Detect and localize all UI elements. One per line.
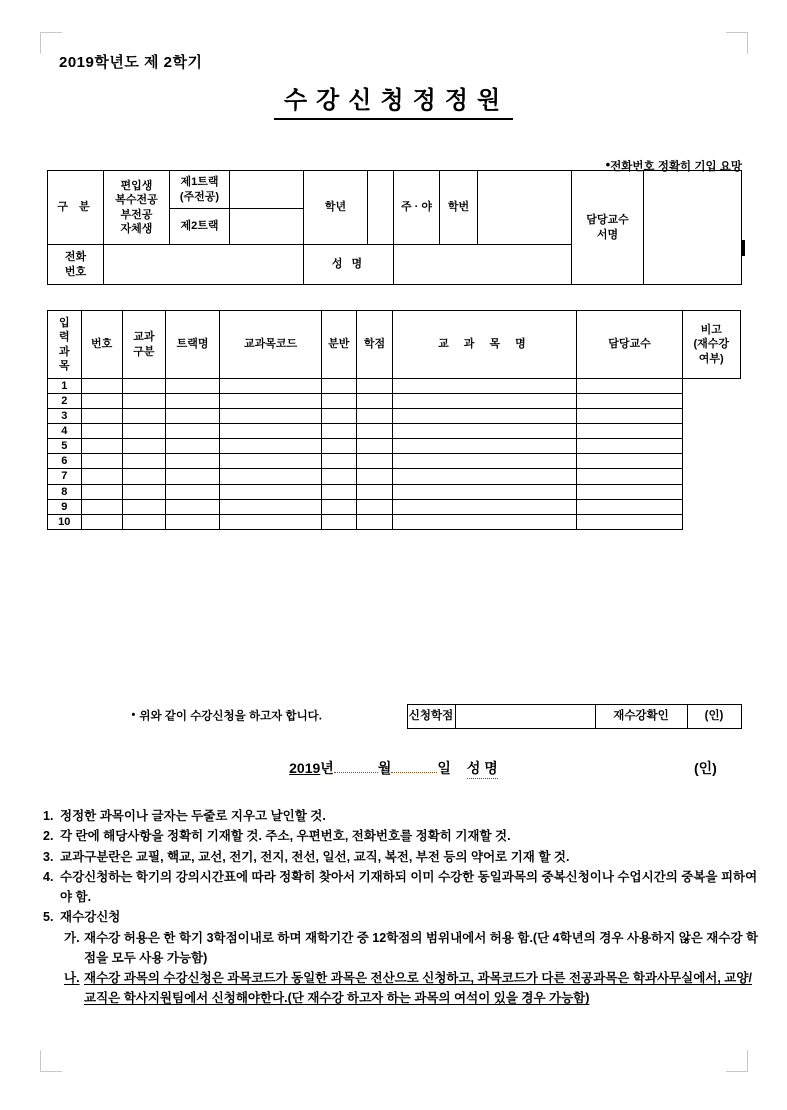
phone-notice-text: 전화번호 정확히 기입 요망 — [610, 161, 742, 173]
cell-gubun[interactable] — [81, 514, 122, 529]
semester-label: 2019학년도 제 2학기 — [59, 54, 203, 71]
cell-note[interactable] — [577, 379, 682, 394]
cell-name[interactable] — [356, 454, 393, 469]
professor-sign-label-line-2: 서명 — [596, 228, 619, 241]
cell-name[interactable] — [356, 379, 393, 394]
corner-mark-bottom-right — [726, 1050, 748, 1072]
track1-label — [170, 171, 230, 209]
row-number: 1 — [48, 379, 82, 394]
right-edge-tick-mark — [742, 240, 745, 256]
table-row — [48, 379, 741, 394]
row-number: 4 — [48, 424, 82, 439]
cell-code[interactable] — [166, 424, 220, 439]
cell-gubun[interactable] — [81, 484, 122, 499]
column-header-course-name: 교 과 목 명 — [393, 311, 577, 379]
cell-professor[interactable] — [393, 454, 577, 469]
column-header-category-line-2: 구분 — [133, 345, 155, 358]
retake-seal-label: (인) — [687, 705, 741, 729]
retake-confirm-label: 재수강확인 — [595, 705, 687, 729]
cell-name[interactable] — [356, 499, 393, 514]
date-year: 2019 — [289, 760, 321, 776]
cell-gubun[interactable] — [81, 394, 122, 409]
column-header-track: 트랙명 — [166, 311, 220, 379]
column-header-note-line-3: 여부) — [698, 352, 724, 365]
gubun-label: 구 분 — [48, 171, 104, 245]
cell-gubun[interactable] — [81, 439, 122, 454]
cell-track[interactable] — [122, 454, 165, 469]
grade-label: 학년 — [304, 171, 368, 245]
subnote-item — [64, 968, 763, 1009]
cell-note[interactable] — [577, 454, 682, 469]
note-text: 수강신청하는 학기의 강의시간표에 따라 정확히 찾아서 기재하되 이미 수강한 동일과목의 중복신청이나 수업시간의 중복을 피하여야 함. — [60, 869, 758, 904]
student-no-value-field[interactable] — [478, 171, 572, 245]
column-header-professor: 담당교수 — [577, 311, 682, 379]
student-info-table — [47, 170, 742, 285]
subnote-item — [64, 928, 763, 969]
date-month-blank[interactable] — [334, 772, 378, 773]
table-row — [48, 409, 741, 424]
row-number: 2 — [48, 394, 82, 409]
side-label-char-4: 목 — [58, 359, 70, 372]
cell-code[interactable] — [166, 469, 220, 484]
cell-track[interactable] — [122, 439, 165, 454]
table-row — [48, 454, 741, 469]
cell-professor[interactable] — [393, 484, 577, 499]
subnote-text: 재수강 허용은 한 학기 3학점이내로 하며 재학기간 중 12학점의 범위내에서 허용 함.(단 4학년의 경우 사용하지 않은 재수강 학점을 모두 사용 가능함) — [84, 930, 759, 965]
page-title-text: 수강신청정정원 — [274, 80, 513, 120]
applied-credits-value-field[interactable] — [455, 705, 595, 729]
cell-gubun[interactable] — [81, 454, 122, 469]
cell-track[interactable] — [122, 409, 165, 424]
table-row — [48, 499, 741, 514]
cell-name[interactable] — [356, 484, 393, 499]
declaration-statement — [47, 705, 407, 729]
cell-name[interactable] — [356, 439, 393, 454]
cell-section[interactable] — [220, 499, 322, 514]
grade-value-field[interactable] — [368, 171, 394, 245]
student-type-line-2: 복수전공 — [115, 194, 158, 207]
cell-note[interactable] — [577, 409, 682, 424]
track2-value-field[interactable] — [230, 209, 304, 245]
note-number: 3. — [43, 849, 54, 864]
date-month-unit: 월 — [377, 760, 392, 776]
side-label-input-course — [48, 311, 82, 379]
table-row — [48, 514, 741, 529]
cell-section[interactable] — [220, 439, 322, 454]
cell-note[interactable] — [577, 484, 682, 499]
cell-note[interactable] — [577, 394, 682, 409]
corner-mark-top-right — [726, 32, 748, 54]
cell-track[interactable] — [122, 484, 165, 499]
subnote-number: 나. — [64, 971, 80, 985]
name-value-field[interactable] — [394, 245, 572, 285]
cell-credit[interactable] — [321, 484, 356, 499]
cell-professor[interactable] — [393, 394, 577, 409]
column-header-category-line-1: 교과 — [133, 331, 155, 344]
cell-section[interactable] — [220, 424, 322, 439]
note-item — [43, 826, 763, 846]
date-signature-line — [0, 758, 787, 779]
table-row — [48, 469, 741, 484]
row-number: 3 — [48, 409, 82, 424]
side-label-char-3: 과 — [58, 345, 70, 358]
cell-track[interactable] — [122, 514, 165, 529]
cell-gubun[interactable] — [81, 409, 122, 424]
name-label: 성 명 — [304, 245, 394, 285]
tel-value-field[interactable] — [104, 245, 304, 285]
subnote-number: 가. — [64, 930, 80, 945]
tel-label-line-1: 전화 — [64, 251, 87, 264]
column-header-no: 번호 — [81, 311, 122, 379]
bullet-icon: • — [605, 157, 611, 172]
declaration-table — [47, 704, 742, 729]
cell-note[interactable] — [577, 424, 682, 439]
cell-code[interactable] — [166, 454, 220, 469]
cell-credit[interactable] — [321, 439, 356, 454]
row-number: 9 — [48, 499, 82, 514]
cell-track[interactable] — [122, 424, 165, 439]
note-number: 2. — [43, 829, 54, 844]
cell-credit[interactable] — [321, 514, 356, 529]
column-header-note-line-1: 비고 — [700, 324, 722, 337]
column-header-section: 분반 — [321, 311, 356, 379]
course-entry-table — [47, 310, 741, 530]
column-header-note — [682, 311, 741, 379]
note-number: 4. — [43, 869, 54, 884]
day-night-label: 주 · 야 — [394, 171, 440, 245]
student-no-label: 학번 — [440, 171, 478, 245]
cell-name[interactable] — [356, 409, 393, 424]
note-item — [43, 907, 763, 927]
cell-section[interactable] — [220, 454, 322, 469]
cell-name[interactable] — [356, 424, 393, 439]
note-number: 1. — [43, 809, 54, 823]
cell-note[interactable] — [577, 514, 682, 529]
professor-sign-label — [572, 171, 644, 285]
cell-credit[interactable] — [321, 394, 356, 409]
cell-track[interactable] — [122, 394, 165, 409]
date-seal-label: (인) — [694, 760, 717, 776]
table-row — [48, 439, 741, 454]
date-day-blank[interactable] — [391, 772, 437, 773]
row-number: 10 — [48, 514, 82, 529]
row-number: 5 — [48, 439, 82, 454]
column-header-credit: 학점 — [356, 311, 393, 379]
professor-sign-label-line-1: 담당교수 — [586, 214, 629, 227]
cell-code[interactable] — [166, 394, 220, 409]
corner-mark-bottom-left — [40, 1050, 62, 1072]
cell-code[interactable] — [166, 409, 220, 424]
cell-professor[interactable] — [393, 514, 577, 529]
column-header-course-code: 교과목코드 — [220, 311, 322, 379]
note-text: 재수강신청 — [60, 910, 121, 925]
note-text: 정정한 과목이나 글자는 두줄로 지우고 날인할 것. — [60, 809, 326, 823]
student-type-line-3: 부전공 — [120, 208, 153, 221]
cell-note[interactable] — [577, 439, 682, 454]
row-number: 6 — [48, 454, 82, 469]
cell-credit[interactable] — [321, 499, 356, 514]
cell-track[interactable] — [122, 379, 165, 394]
cell-track[interactable] — [122, 499, 165, 514]
cell-credit[interactable] — [321, 409, 356, 424]
cell-section[interactable] — [220, 379, 322, 394]
cell-code[interactable] — [166, 439, 220, 454]
cell-professor[interactable] — [393, 439, 577, 454]
cell-gubun[interactable] — [81, 469, 122, 484]
date-year-unit: 년 — [320, 760, 334, 776]
row-number: 7 — [48, 469, 82, 484]
track1-value-field[interactable] — [230, 171, 304, 209]
student-type-label — [104, 171, 170, 245]
cell-credit[interactable] — [321, 424, 356, 439]
column-header-note-line-2: (재수강 — [693, 338, 730, 351]
professor-sign-value-field[interactable] — [644, 171, 742, 285]
cell-gubun[interactable] — [81, 499, 122, 514]
table-row — [48, 394, 741, 409]
page-title — [0, 80, 787, 120]
table-row — [48, 424, 741, 439]
cell-code[interactable] — [166, 514, 220, 529]
row-number: 8 — [48, 484, 82, 499]
applied-credits-label: 신청학점 — [407, 705, 455, 729]
cell-professor[interactable] — [393, 379, 577, 394]
cell-track[interactable] — [122, 469, 165, 484]
cell-code[interactable] — [166, 379, 220, 394]
cell-professor[interactable] — [393, 409, 577, 424]
table-row — [48, 484, 741, 499]
declaration-statement-text: 위와 같이 수강신청을 하고자 합니다. — [139, 710, 322, 723]
cell-section[interactable] — [220, 394, 322, 409]
cell-professor[interactable] — [393, 499, 577, 514]
student-type-line-4: 자체생 — [120, 222, 153, 235]
cell-credit[interactable] — [321, 379, 356, 394]
side-label-char-2: 력 — [58, 331, 70, 344]
track1-label-line-2: (주전공) — [179, 190, 220, 203]
cell-code[interactable] — [166, 499, 220, 514]
cell-professor[interactable] — [393, 469, 577, 484]
tel-label-line-2: 번호 — [64, 265, 87, 278]
cell-name[interactable] — [356, 514, 393, 529]
date-day-unit: 일 — [437, 760, 451, 776]
bullet-icon: • — [131, 709, 136, 722]
cell-credit[interactable] — [321, 454, 356, 469]
subnote-text: 재수강 과목의 수강신청은 과목코드가 동일한 과목은 전산으로 신청하고, 과목코드가 다른 전공과목은 학과사무실에서, 교양/교직은 학사지원팀에서 신청해야한다.(단 재수강 하고자 하는 과목의 여석이 있을 경우 가능함) — [84, 971, 752, 1006]
note-item — [43, 867, 763, 908]
note-text: 교과구분란은 교필, 핵교, 교선, 전기, 전지, 전선, 일선, 교직, 복전, 부전 등의 약어로 기재 할 것. — [60, 849, 570, 864]
side-label-char-1: 입 — [58, 317, 70, 330]
cell-section[interactable] — [220, 514, 322, 529]
tel-label — [48, 245, 104, 285]
cell-note[interactable] — [577, 499, 682, 514]
note-number: 5. — [43, 910, 54, 925]
note-item — [43, 806, 763, 826]
cell-credit[interactable] — [321, 469, 356, 484]
cell-section[interactable] — [220, 484, 322, 499]
date-name-label: 성 명 — [467, 758, 498, 779]
note-item — [43, 847, 763, 867]
instruction-notes — [43, 806, 763, 1009]
track2-label: 제2트랙 — [170, 209, 230, 245]
cell-code[interactable] — [166, 484, 220, 499]
student-type-line-1: 편입생 — [120, 180, 153, 193]
cell-note[interactable] — [577, 469, 682, 484]
cell-section[interactable] — [220, 469, 322, 484]
cell-name[interactable] — [356, 469, 393, 484]
cell-professor[interactable] — [393, 424, 577, 439]
cell-section[interactable] — [220, 409, 322, 424]
cell-name[interactable] — [356, 394, 393, 409]
cell-gubun[interactable] — [81, 379, 122, 394]
note-text: 각 란에 해당사항을 정확히 기재할 것. 주소, 우편번호, 전화번호를 정확히 기재할 것. — [60, 829, 511, 844]
cell-gubun[interactable] — [81, 424, 122, 439]
column-header-category — [122, 311, 165, 379]
track1-label-line-1: 제1트랙 — [180, 176, 219, 189]
